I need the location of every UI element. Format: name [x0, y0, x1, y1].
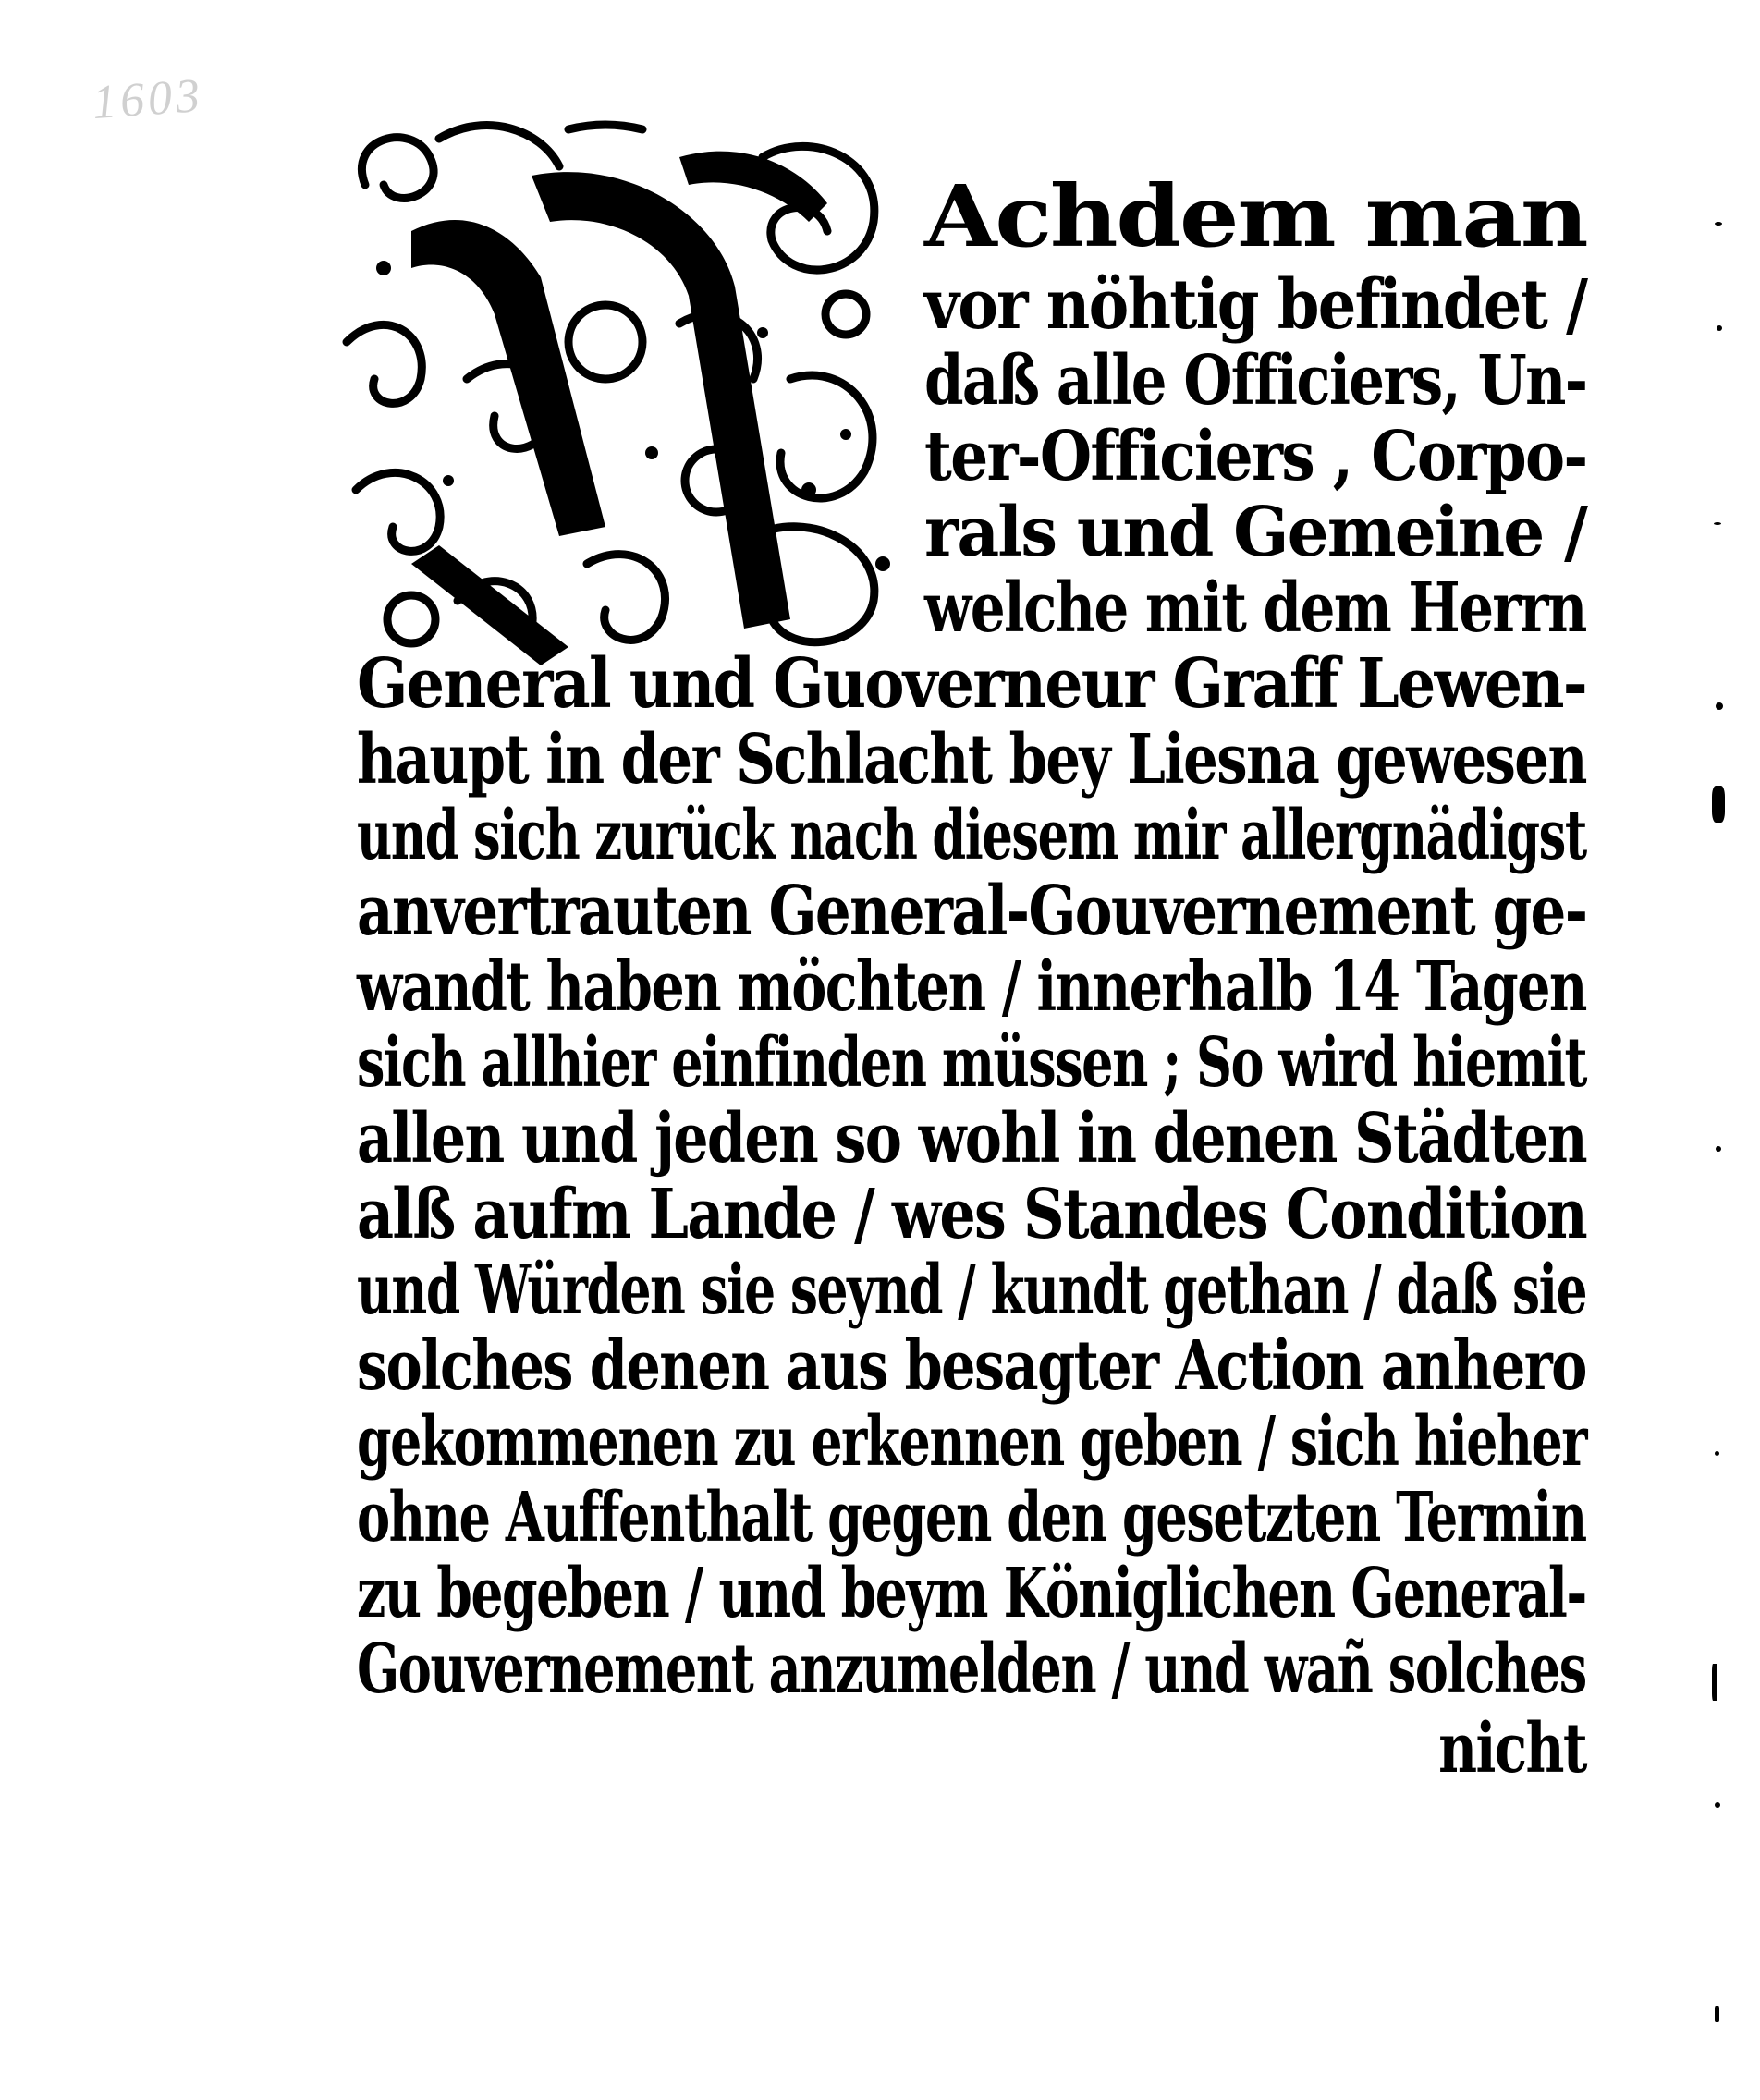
text-line-15	[357, 1251, 1586, 1329]
line-text: wandt haben möchten / innerhalb 14 Tagen	[357, 947, 1586, 1027]
line-text: ohne Auffenthalt gegen den gesetzten Termin	[357, 1478, 1586, 1557]
text-line-6	[924, 569, 1586, 647]
scan-speck	[1715, 222, 1722, 226]
text-line-17	[357, 1403, 1586, 1481]
text-line-18	[357, 1479, 1586, 1557]
line-text: haupt in der Schlacht bey Liesna gewesen	[357, 720, 1586, 800]
line-text: zu begeben / und beym Königlichen General-	[357, 1554, 1586, 1633]
scan-speck	[1715, 2006, 1719, 2022]
line-text: und Würden sie seynd / kundt gethan / daß sie	[357, 1251, 1587, 1330]
line-text: ter-Officiers , Corpo-	[924, 417, 1587, 496]
text-line-20	[357, 1630, 1586, 1708]
text-line-11	[357, 948, 1586, 1026]
scan-speck	[1715, 1451, 1719, 1456]
line-text: welche mit dem Herrn	[924, 568, 1586, 648]
scan-speck	[1714, 522, 1721, 525]
text-line-16	[357, 1327, 1586, 1405]
line-text: rals und Gemeine /	[924, 493, 1587, 572]
text-line-10	[357, 873, 1586, 950]
scan-speck	[1715, 1802, 1720, 1808]
text-line-13	[357, 1100, 1586, 1178]
scan-speck	[1716, 1146, 1721, 1152]
line-text: daß alle Officiers, Un-	[924, 341, 1587, 421]
text-line-19	[357, 1555, 1586, 1632]
line-text: vor nöhtig befindet /	[924, 265, 1587, 345]
text-line-1	[924, 166, 1587, 266]
scan-speck	[1712, 1664, 1717, 1701]
catchword-line	[357, 1710, 1586, 1788]
catchword: nicht	[1438, 1709, 1586, 1789]
line-text: General und Guoverneur Graff Lewen-	[357, 644, 1586, 724]
line-text: solches denen aus besagter Action anhero	[357, 1326, 1586, 1406]
text-line-14	[357, 1176, 1586, 1253]
line-text: alß aufm Lande / wes Standes Condition	[357, 1175, 1587, 1254]
line-text: allen und jeden so wohl in denen Städten	[357, 1099, 1587, 1178]
text-line-8	[357, 721, 1586, 799]
ornamental-initial-n	[328, 102, 920, 675]
text-line-9	[357, 797, 1586, 874]
line-text: und sich zurück nach diesem mir allergnädigst	[357, 796, 1586, 875]
line-text: anvertrauten General-Gouvernement ge-	[357, 872, 1587, 951]
scan-speck	[1712, 786, 1725, 823]
line-text: Achdem man	[924, 166, 1587, 266]
line-text: Gouvernement anzumelden / und wañ solches	[357, 1630, 1586, 1709]
text-line-7	[357, 645, 1586, 723]
text-line-2	[924, 266, 1586, 344]
margin-pencil-note: 1603	[91, 68, 205, 130]
woodcut-initial-icon	[328, 102, 920, 675]
line-text: gekommenen zu erkennen geben / sich hieher	[357, 1402, 1587, 1482]
line-text: sich allhier einfinden müssen ; So wird hiemit	[357, 1023, 1587, 1103]
text-line-3	[924, 342, 1586, 420]
text-line-4	[924, 418, 1586, 495]
text-line-12	[357, 1024, 1586, 1102]
scan-speck	[1716, 702, 1723, 710]
scan-speck	[1717, 325, 1722, 331]
text-line-5	[924, 494, 1586, 571]
